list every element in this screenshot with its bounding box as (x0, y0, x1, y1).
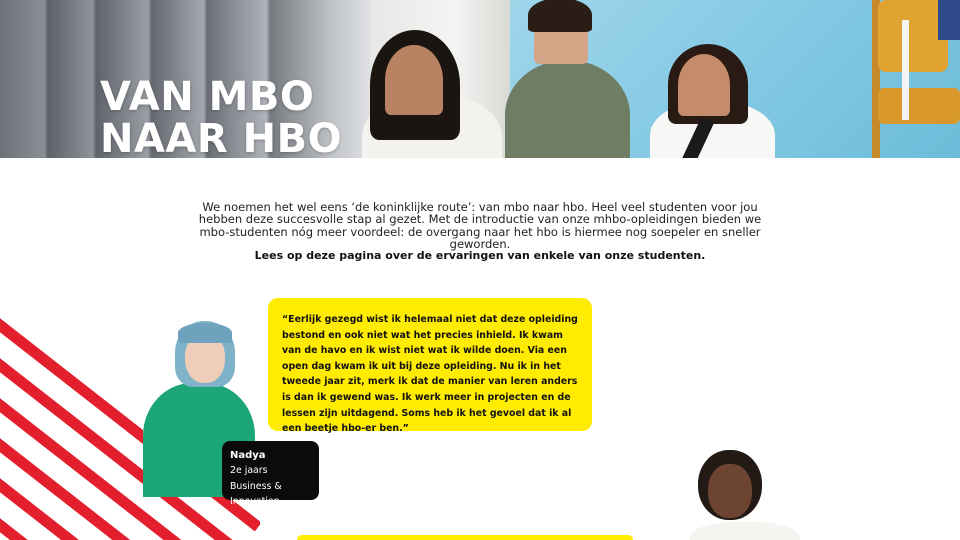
hero-student-1-face (385, 45, 443, 115)
testimonial-quote: “Eerlijk gezegd wist ik helemaal niet dat deze opleiding bestond en ook niet wat het precies inhield. Ik kwam van de havo en ik wist niet wat ik wilde doen. Via een open dag kwam ik uit bij deze opleiding. Nu ik in het tweede jaar zit, merk ik dat de manier van leren anders is dan ik gewend was. Ik werk meer in projecten en de lessen zijn uitdagend. Soms heb ik het gevoel dat ik al een beetje hbo-er ben.” (268, 298, 592, 431)
hero-banner (0, 0, 960, 158)
chair-illustration (868, 0, 960, 158)
avatar-fringe (178, 323, 232, 343)
hero-student-2-hair (528, 0, 592, 32)
student-name: Nadya (230, 450, 266, 461)
page-title-line-2: NAAR HBO (100, 116, 343, 158)
student-photo-2 (690, 450, 800, 540)
avatar-shirt (690, 522, 800, 540)
student-namecard (222, 441, 319, 507)
page-title (100, 76, 342, 158)
testimonial-quote-2-edge (297, 535, 633, 540)
avatar-face (708, 464, 752, 518)
intro-cta: Lees op deze pagina over de ervaringen van enkele van onze studenten. (254, 249, 706, 262)
page-title-line-1: VAN MBO (100, 74, 315, 120)
student-role: 2e jaars Business & Innovation (230, 465, 282, 507)
hero-student-3-face (678, 54, 730, 116)
intro-paragraph: We noemen het wel eens ‘de koninklijke route’: van mbo naar hbo. Heel veel studenten voor jou hebben deze succesvolle stap al gezet. Met de introductie van onze mhbo-opleidingen bieden we mbo-studenten nóg meer voordeel: de overgang naar het hbo is hiermee nog soepeler en sneller geworden. (198, 200, 762, 252)
